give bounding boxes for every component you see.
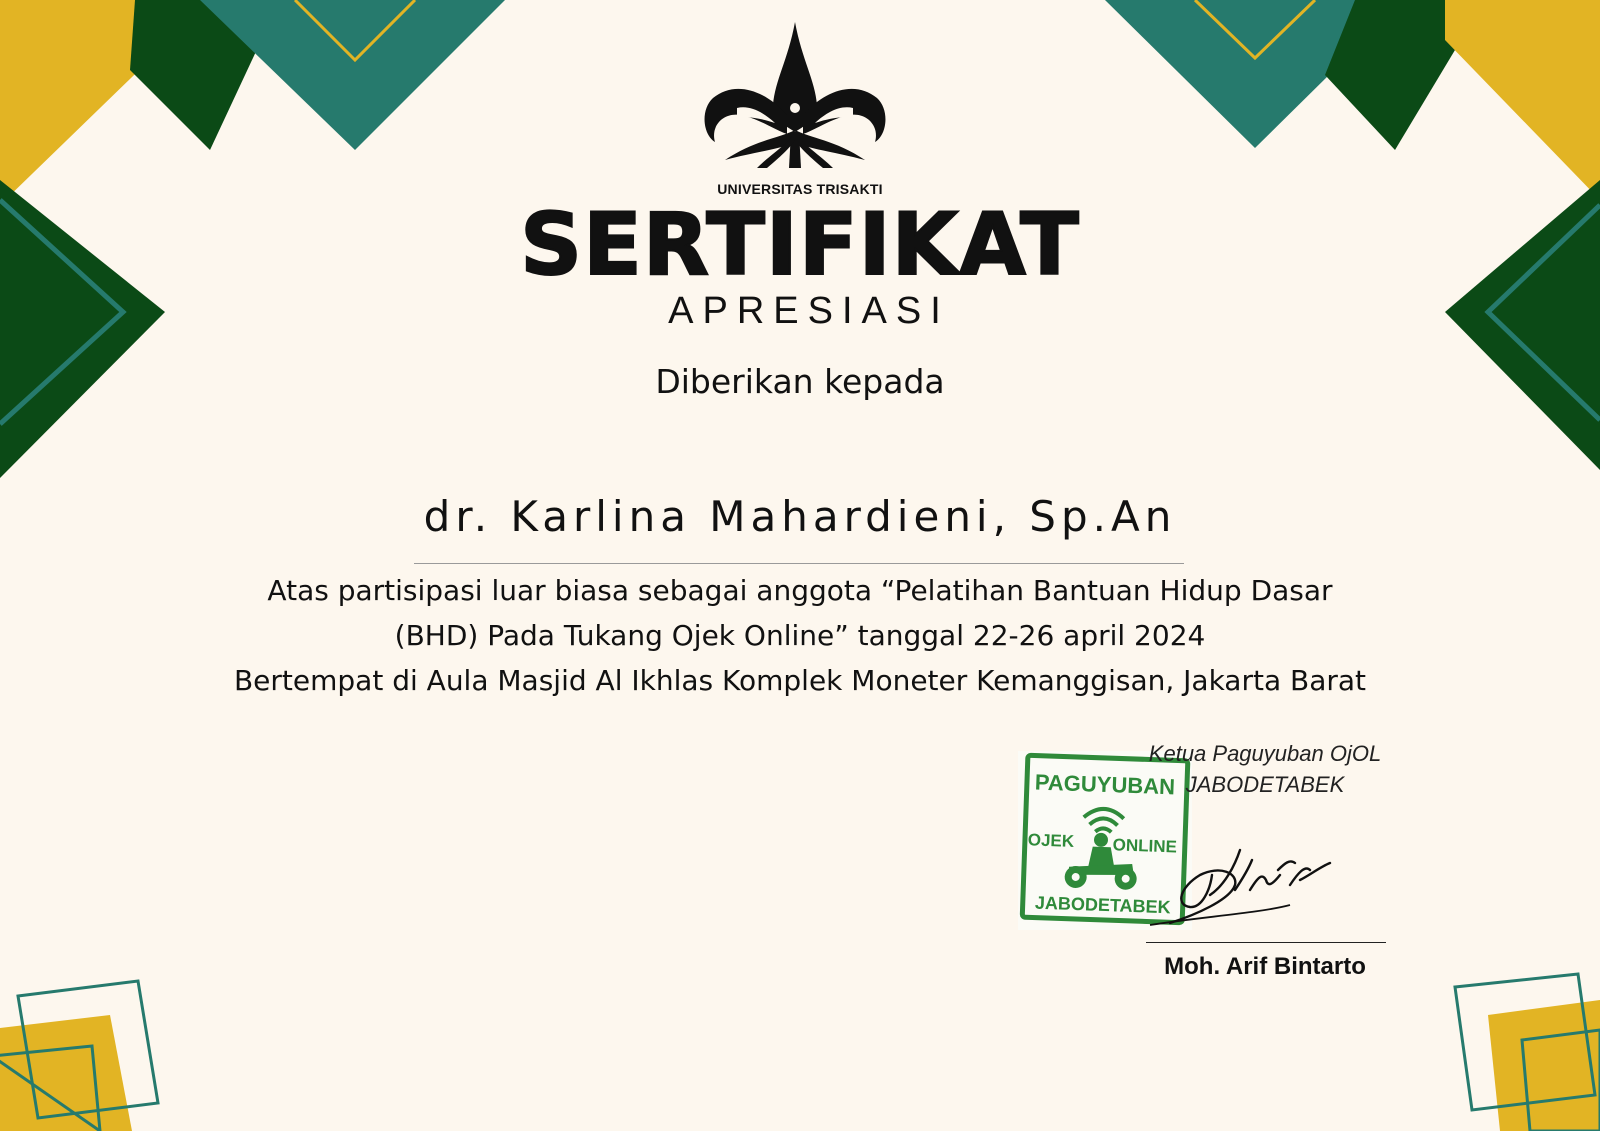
description-line: (BHD) Pada Tukang Ojek Online” tanggal 22-26 april 2024: [394, 619, 1206, 652]
description: [140, 568, 1460, 703]
right-green-diamond: [1445, 180, 1600, 470]
stamp-text-right: ONLINE: [1112, 835, 1178, 857]
signatory-name: Moh. Arif Bintarto: [1164, 953, 1366, 980]
certificate-subtitle: APRESIASI: [668, 290, 950, 332]
description-line: Bertempat di Aula Masjid Al Ikhlas Komplek Moneter Kemanggisan, Jakarta Barat: [233, 664, 1367, 697]
top-left-teal-diamond: [200, 0, 505, 150]
signatory-title: [1100, 738, 1430, 800]
signature-line: [1146, 942, 1386, 943]
trisakti-logo-icon: [695, 20, 895, 170]
given-to-label: Diberikan kepada: [655, 362, 945, 401]
recipient-name: dr. Karlina Mahardieni, Sp.An: [423, 492, 1177, 541]
recipient-underline: [414, 563, 1184, 564]
signature-icon: [1140, 845, 1340, 930]
stamp-text-bottom: JABODETABEK: [1034, 892, 1171, 918]
institution-name: UNIVERSITAS TRISAKTI: [717, 181, 883, 197]
stamp-text-left: OJEK: [1027, 830, 1075, 851]
stamp-text-top: PAGUYUBAN: [1034, 769, 1176, 800]
description-line: Atas partisipasi luar biasa sebagai anggota “Pelatihan Bantuan Hidup Dasar: [267, 574, 1333, 607]
certificate-title: SERTIFIKAT: [520, 195, 1080, 295]
signatory-title-line1: Ketua Paguyuban OjOL: [1148, 741, 1382, 766]
signatory-title-line2: JABODETABEK: [1185, 772, 1345, 797]
top-right-gold-triangle: [1445, 0, 1600, 200]
